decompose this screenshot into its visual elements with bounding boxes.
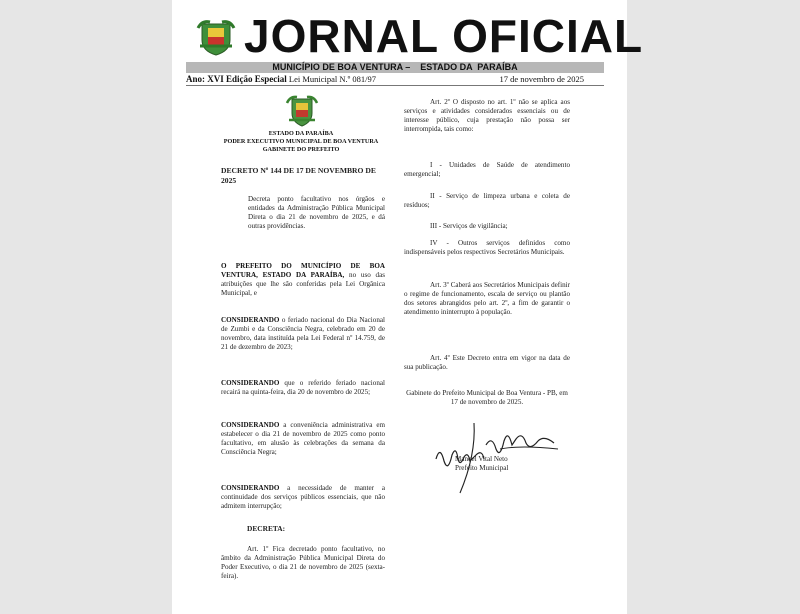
law-reference: Lei Municipal N.º 081/97	[288, 74, 377, 84]
considerando-label: CONSIDERANDO	[221, 484, 280, 492]
article-3-text: Art. 3º Caberá aos Secretários Municipais definir o regime de funcionamento, escala de serviço ou plantão dos setores abrangidos pelo art. 2º, a fim de garantir o atendimento ininterrupto à população.	[404, 281, 570, 316]
decree-summary	[248, 195, 385, 231]
mayor-preamble	[221, 262, 385, 298]
item-4-text: IV - Outros serviços definidos como indispensáveis pelos respectivos Secretários Municipais.	[404, 239, 570, 256]
mayor-bold: O PREFEITO DO MUNICÍPIO DE BOA VENTURA, ESTADO DA PARAÍBA,	[221, 262, 385, 279]
mayor-office: GABINETE DO PREFEITO	[262, 146, 340, 153]
edition-line	[186, 74, 604, 84]
item-2	[404, 192, 570, 210]
article-1-text: Art. 1º Fica decretado ponto facultativo, no âmbito da Administração Pública Municipal Direta do Poder Executivo, o dia 21 de novembro de 2025 (sexta-feira).	[221, 545, 385, 580]
edition-label: Ano: XVI Edição Especial	[186, 74, 287, 84]
item-1	[404, 161, 570, 179]
executive-power: PODER EXECUTIVO MUNICIPAL DE BOA VENTURA	[223, 138, 379, 145]
item-3-text: III - Serviços de vigilância;	[430, 222, 508, 230]
mayor-rest: no uso das atribuições que lhe são conferidas pela Lei Orgânica Municipal, e	[221, 270, 385, 297]
article-1	[221, 545, 385, 581]
closing	[404, 389, 570, 407]
masthead-rule	[186, 85, 604, 86]
considerando-4	[221, 484, 385, 511]
considerando-2	[221, 379, 385, 397]
considerando-3	[221, 421, 385, 457]
closing-text: Gabinete do Prefeito Municipal de Boa Ventura - PB, em 17 de novembro de 2025.	[406, 389, 568, 406]
item-4	[404, 239, 570, 257]
item-3	[404, 222, 570, 231]
coat-of-arms-logo	[196, 18, 236, 56]
item-2-text: II - Serviço de limpeza urbana e coleta de resíduos;	[404, 192, 570, 209]
state-name: ESTADO DA PARAÍBA	[268, 130, 334, 137]
signer-name: Manoel Vital Neto	[455, 455, 508, 463]
decree-title-text: DECRETO Nº 144 DE 17 DE NOVEMBRO DE 2025	[221, 166, 376, 185]
considerando-1	[221, 316, 385, 352]
decreta-text: DECRETA:	[247, 524, 286, 533]
considerando-4-text: a necessidade de manter a continuidade dos serviços públicos essenciais, que não admitem interrupção;	[221, 484, 385, 510]
newspaper-title: JORNAL OFICIAL	[244, 10, 644, 62]
article-2-text: Art. 2º O disposto no art. 1º não se aplica aos serviços e atividades considerados essenciais ou de interesse público, cuja prestação não possa ser interrompida, tais como:	[404, 98, 570, 133]
article-2	[404, 98, 570, 134]
signer-role: Prefeito Municipal	[455, 463, 509, 472]
considerando-1-text: o feriado nacional do Dia Nacional de Zumbi e da Consciência Negra, celebrado em 20 de novembro, data instituída pela Lei Federal nº 14.759, de 21 de dezembro de 2023;	[221, 316, 385, 351]
decreta-heading	[247, 525, 385, 534]
decree-title	[221, 166, 385, 186]
item-1-text: I - Unidades de Saúde de atendimento emergencial;	[404, 161, 570, 178]
considerando-label: CONSIDERANDO	[221, 421, 280, 429]
state-coat-of-arms	[284, 94, 320, 128]
summary-text: Decreta ponto facultativo nos órgãos e entidades da Administração Pública Municipal Direta o dia 21 de novembro de 2025, e dá outras providências.	[248, 195, 385, 230]
signer-block	[455, 455, 555, 473]
publication-date: 17 de novembro de 2025	[499, 74, 584, 84]
article-4-text: Art. 4º Este Decreto entra em vigor na data de sua publicação.	[404, 354, 570, 371]
considerando-label: CONSIDERANDO	[221, 316, 280, 324]
considerando-2-text: que o referido feriado nacional recairá na quinta-feira, dia 20 de novembro de 2025;	[221, 379, 385, 396]
considerando-3-text: a conveniência administrativa em estabelecer o dia 21 de novembro de 2025 como ponto facultativo, em alusão às celebrações da semana da Consciência Negra;	[221, 421, 385, 456]
article-3	[404, 281, 570, 317]
considerando-label: CONSIDERANDO	[221, 379, 280, 387]
article-4	[404, 354, 570, 372]
municipality-band: MUNICÍPIO DE BOA VENTURA – ESTADO DA PARAÍBA	[186, 62, 604, 73]
